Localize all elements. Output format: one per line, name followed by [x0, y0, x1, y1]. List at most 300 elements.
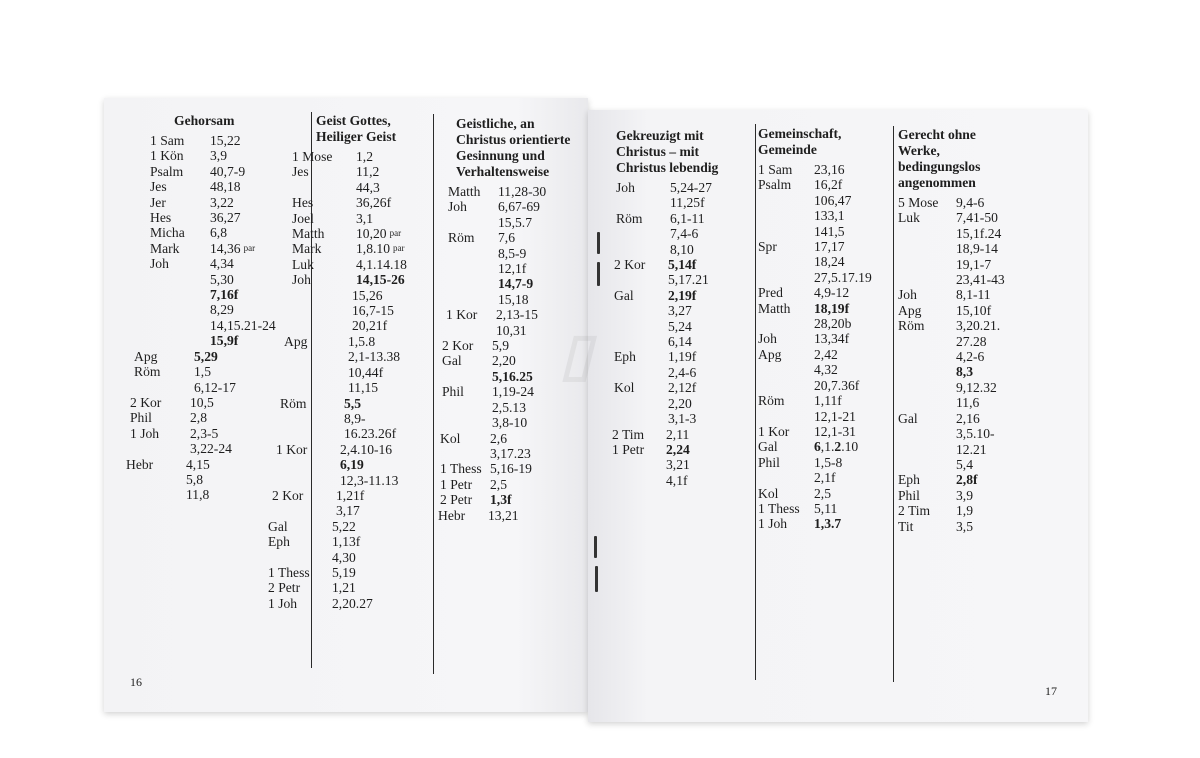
book-name: [898, 395, 956, 410]
book-name: Matth: [758, 300, 791, 316]
book-name: Micha: [150, 225, 185, 241]
verse-reference: 1,11f: [814, 393, 842, 409]
book-name: Joh: [616, 180, 635, 195]
verse-reference: 14,36: [210, 240, 241, 256]
verse-reference: 3,9: [956, 487, 973, 503]
verse-reference: 2,5.13: [492, 399, 526, 415]
reference-row: [130, 410, 276, 425]
column-rule-4: [893, 126, 894, 682]
verse-reference: 1,3.7: [814, 516, 842, 532]
book-name: Apg: [284, 333, 308, 349]
verse-reference: 23,16: [814, 162, 845, 177]
reference-row: [898, 519, 1005, 534]
book-name: Kol: [440, 430, 461, 446]
book-name: [898, 241, 956, 256]
book-name: [898, 442, 956, 457]
book-name: Pred: [758, 285, 783, 301]
parallel-marker: par: [392, 243, 405, 254]
verse-reference: 5,17.21: [668, 272, 709, 288]
verse-reference: 2,1f: [814, 470, 836, 486]
column-rule-2: [433, 114, 434, 674]
verse-reference: 1,13f: [332, 534, 361, 550]
verse-reference: 7,6: [498, 230, 515, 246]
verse-reference: 13,34f: [814, 331, 850, 347]
verse-reference: 3,9: [210, 148, 227, 164]
book-name: Röm: [616, 210, 643, 226]
verse-reference: 11,28-30: [498, 184, 547, 199]
reference-row: [612, 473, 718, 488]
heading-line: Heiliger Geist: [316, 129, 397, 144]
reference-row: [284, 334, 407, 349]
reference-row: [758, 516, 872, 531]
verse-reference: 36,26f: [356, 195, 392, 211]
book-name: [898, 426, 956, 441]
verse-reference: 6,14: [668, 334, 692, 350]
book-name: Joh: [898, 287, 917, 303]
book-name: 1 Kor: [276, 441, 308, 457]
book-name: 2 Kor: [614, 257, 646, 273]
book-name: 1 Joh: [130, 425, 160, 441]
reference-row: [898, 210, 1005, 225]
verse-reference: 1,5-8: [814, 454, 843, 470]
reference-row: [898, 257, 1005, 272]
column-heading: [616, 128, 718, 176]
verse-reference: 6,19: [340, 457, 364, 473]
reference-row: [448, 215, 570, 230]
reference-row: [614, 349, 718, 364]
reference-row: [292, 164, 407, 179]
heading-line: Gekreuzigt mit: [616, 128, 704, 143]
reference-row: [758, 455, 872, 470]
reference-row: [758, 224, 872, 239]
reference-row: [758, 162, 872, 177]
verse-reference: 1,19f: [668, 349, 697, 365]
book-name: Psalm: [150, 163, 184, 179]
verse-reference: 4,30: [332, 549, 356, 565]
book-name: Joh: [758, 331, 777, 347]
reference-row: [758, 362, 872, 377]
reference-row: [130, 426, 276, 441]
reference-row: [442, 400, 570, 415]
reference-row: [280, 411, 407, 426]
book-name: Eph: [614, 349, 636, 365]
reference-row: [448, 230, 570, 245]
verse-reference: 10,5: [190, 394, 214, 410]
verse-reference: 5,16-19: [490, 461, 532, 477]
reference-row: [150, 241, 276, 256]
verse-reference: 5,24: [668, 318, 692, 334]
book-name: [448, 292, 498, 307]
reference-row: [292, 226, 407, 241]
book-name: Gal: [442, 353, 462, 369]
column-heading: [456, 116, 570, 180]
verse-reference: 4,9-12: [814, 285, 850, 301]
reference-row: [150, 133, 276, 148]
reference-row: [150, 287, 276, 302]
book-name: [150, 318, 210, 333]
book-name: 1 Petr: [612, 441, 645, 457]
reference-row: [758, 486, 872, 501]
book-name: [126, 472, 186, 487]
verse-reference: 14,15-26: [356, 272, 405, 288]
verse-reference: 7,16f: [210, 287, 239, 303]
book-name: [758, 254, 814, 269]
book-name: [272, 503, 336, 518]
reference-row: [126, 457, 276, 472]
verse-reference: 3,22-24: [190, 441, 232, 457]
verse-reference: 16,7-15: [352, 303, 394, 319]
verse-reference: 15,1f.24: [956, 225, 1002, 241]
verse-reference: 14,7-9: [498, 276, 534, 292]
verse-reference: 20,7.36f: [814, 377, 860, 393]
verse-reference: 2,19f: [668, 287, 697, 303]
verse-reference: 10,20: [356, 226, 387, 242]
verse-reference: 15,10f: [956, 302, 992, 318]
verse-reference: 23,41-43: [956, 272, 1005, 288]
book-name: [898, 257, 956, 272]
book-name: [292, 180, 356, 195]
book-name: Jes: [150, 179, 167, 195]
column-geist-gottes: [268, 113, 407, 611]
verse-reference: 1,8.10: [356, 241, 390, 257]
book-name: Tit: [898, 518, 914, 534]
verse-reference: 3,27: [668, 303, 692, 319]
reference-row: [758, 316, 872, 331]
verse-reference: 27.28: [956, 333, 987, 349]
verse-reference: 2,12f: [668, 380, 697, 396]
verse-reference: 8,3: [956, 364, 973, 380]
book-name: [614, 334, 668, 349]
reference-row: [284, 365, 407, 380]
book-name: [898, 457, 956, 472]
reference-row: [268, 580, 407, 595]
book-name: Luk: [292, 256, 314, 272]
book-name: [442, 400, 492, 415]
book-name: [758, 362, 814, 377]
book-name: Mark: [292, 241, 322, 257]
verse-reference: 2,8: [190, 410, 207, 426]
book-name: Phil: [130, 410, 152, 426]
reference-row: [898, 395, 1005, 410]
book-name: Kol: [758, 485, 779, 501]
verse-reference: 2,1-13.38: [348, 349, 401, 365]
book-name: Röm: [758, 393, 785, 409]
book-name: [442, 369, 492, 384]
verse-reference: 15,5.7: [498, 214, 532, 230]
reference-row: [448, 261, 570, 276]
verse-reference: 5,19: [332, 564, 356, 580]
book-name: [616, 226, 670, 241]
verse-reference: 2,3-5: [190, 425, 219, 441]
verse-reference: 5,14f: [668, 257, 697, 273]
column-gehorsam: [126, 113, 276, 503]
verse-reference: 2,42: [814, 346, 838, 362]
verse-reference: 15,18: [498, 291, 529, 307]
column-gerecht-ohne-werke: [898, 127, 1005, 534]
book-name: 5 Mose: [898, 195, 939, 210]
verse-reference: 10,44f: [348, 364, 384, 380]
book-name: Röm: [448, 230, 475, 246]
book-name: [898, 272, 956, 287]
reference-row: [130, 441, 276, 456]
reference-row: [150, 148, 276, 163]
verse-reference: 2,11: [666, 426, 690, 442]
reference-row: [438, 508, 570, 523]
verse-reference: 12,1-21: [814, 408, 856, 424]
reference-row: [276, 457, 407, 472]
reference-row: [446, 307, 570, 322]
reference-row: [440, 446, 570, 461]
reference-row: [898, 272, 1005, 287]
verse-reference: 5,30: [210, 271, 234, 287]
verse-reference: 27,5.17.19: [814, 269, 872, 285]
verse-reference: 3,1-3: [668, 411, 697, 427]
book-name: Matth: [292, 226, 325, 242]
reference-row: [150, 225, 276, 240]
verse-reference: 12,3-11.13: [340, 472, 399, 488]
column-heading: [316, 113, 407, 145]
verse-reference: 36,27: [210, 210, 241, 226]
reference-row: [898, 442, 1005, 457]
reference-row: [150, 318, 276, 333]
heading-line: Geistliche, an: [456, 116, 535, 131]
verse-reference: 3,17: [336, 503, 360, 519]
reference-row: [292, 180, 407, 195]
reference-row: [898, 503, 1005, 518]
reference-row: [898, 287, 1005, 302]
reference-row: [758, 378, 872, 393]
book-name: [614, 319, 668, 334]
verse-reference: 5,5: [344, 395, 361, 411]
verse-reference: 3,22: [210, 194, 234, 210]
book-name: Röm: [898, 318, 925, 334]
book-name: Joh: [150, 256, 169, 272]
book-name: 2 Tim: [898, 503, 931, 519]
book-name: 1 Sam: [758, 162, 793, 177]
reference-row: [758, 208, 872, 223]
reference-row: [898, 303, 1005, 318]
verse-reference: 5,4: [956, 456, 973, 472]
verse-reference: 8,9-: [344, 410, 366, 426]
book-name: [442, 415, 492, 430]
verse-reference: 28,20b: [814, 316, 852, 332]
reference-row: [612, 427, 718, 442]
reference-row: [758, 331, 872, 346]
verse-reference: 5,8: [186, 471, 203, 487]
book-name: 1 Joh: [758, 516, 788, 532]
verse-reference: 5,29: [194, 348, 218, 364]
heading-line: angenommen: [898, 175, 976, 190]
reference-row: [758, 409, 872, 424]
reference-row: [612, 457, 718, 472]
verse-reference: 12,1f: [498, 261, 527, 277]
verse-reference: 1,21f: [336, 487, 365, 503]
verse-reference: 3,21: [666, 457, 690, 473]
reference-row: [292, 149, 407, 164]
verse-reference: 15,9f: [210, 333, 239, 349]
book-name: Apg: [134, 348, 158, 364]
verse-reference: 5,9: [492, 338, 509, 354]
book-name: Matth: [448, 184, 481, 199]
verse-reference: 18,19f: [814, 300, 850, 316]
book-name: [284, 365, 348, 380]
reference-row: [150, 333, 276, 348]
book-name: [284, 380, 348, 395]
verse-reference: 2,20.27: [332, 595, 373, 611]
reference-row: [898, 380, 1005, 395]
book-name: [280, 426, 344, 441]
reference-row: [284, 380, 407, 395]
column-gemeinschaft: [758, 126, 872, 532]
book-name: [280, 411, 344, 426]
book-name: [758, 316, 814, 331]
reference-row: [758, 424, 872, 439]
verse-reference: 18,24: [814, 254, 845, 270]
book-name: [614, 303, 668, 318]
reference-row: [758, 177, 872, 192]
reference-row: [898, 226, 1005, 241]
book-name: [898, 349, 956, 364]
book-name: Gal: [758, 439, 778, 455]
verse-reference: 9,4-6: [956, 195, 985, 210]
book-name: [758, 409, 814, 424]
verse-reference: 1,5.8: [348, 333, 376, 349]
verse-reference: 2,16: [956, 410, 980, 426]
reference-row: [280, 426, 407, 441]
reference-row: [614, 334, 718, 349]
book-name: [448, 215, 498, 230]
reference-row: [898, 241, 1005, 256]
reference-row: [134, 380, 276, 395]
book-name: Phil: [758, 454, 780, 470]
book-name: 1 Mose: [292, 149, 333, 164]
book-name: Hes: [150, 210, 172, 226]
column-heading: [174, 113, 276, 129]
verse-reference: 9,12.32: [956, 379, 997, 395]
heading-line: Gemeinde: [758, 142, 817, 157]
verse-reference: 40,7-9: [210, 163, 246, 179]
book-name: Röm: [280, 395, 307, 411]
verse-reference: 5,22: [332, 518, 356, 534]
book-name: [758, 208, 814, 223]
reference-row: [616, 180, 718, 195]
reference-row: [616, 242, 718, 257]
verse-reference: 8,1-11: [956, 287, 991, 303]
book-name: [612, 473, 666, 488]
page-number-right: 17: [1045, 684, 1057, 698]
verse-reference: 7,41-50: [956, 210, 998, 226]
reference-row: [614, 319, 718, 334]
book-name: 2 Kor: [130, 394, 162, 410]
verse-reference: 1,2: [356, 149, 373, 164]
column-heading: [758, 126, 872, 158]
book-name: Gal: [268, 518, 288, 534]
watermark-logo: ▯: [560, 322, 592, 387]
heading-line: Christus orientierte: [456, 132, 571, 147]
verse-reference: 7,4-6: [670, 226, 699, 242]
book-name: 1 Petr: [440, 476, 473, 492]
reference-row: [292, 195, 407, 210]
book-name: Spr: [758, 239, 777, 255]
book-name: [448, 276, 498, 291]
reference-row: [616, 226, 718, 241]
reference-row: [126, 472, 276, 487]
verse-reference: 8,5-9: [498, 245, 527, 261]
book-name: Hebr: [126, 456, 154, 472]
book-name: [898, 380, 956, 395]
book-name: 1 Thess: [440, 461, 482, 477]
heading-line: Gerecht ohne: [898, 127, 976, 142]
reference-row: [292, 272, 407, 287]
reference-row: [758, 347, 872, 362]
reference-row: [448, 292, 570, 307]
column-heading: [898, 127, 1005, 191]
book-name: 2 Petr: [440, 492, 473, 508]
verse-reference: 8,29: [210, 302, 234, 318]
book-name: [616, 195, 670, 210]
reference-row: [614, 272, 718, 287]
reference-row: [268, 565, 407, 580]
book-name: Jes: [292, 164, 309, 180]
reference-row: [448, 184, 570, 199]
verse-reference: 2,20: [492, 353, 516, 369]
column-rule-3: [755, 124, 756, 680]
reference-row: [758, 270, 872, 285]
staple-bottom: [594, 536, 597, 558]
verse-reference: 16,2f: [814, 177, 843, 193]
book-name: [898, 364, 956, 379]
book-name: [614, 411, 668, 426]
book-name: [130, 441, 190, 456]
reference-row: [440, 492, 570, 507]
verse-reference: 12,1-31: [814, 423, 856, 439]
verse-reference: 3,5: [956, 518, 973, 534]
book-name: [898, 334, 956, 349]
book-name: [614, 272, 668, 287]
verse-reference: 2,6: [490, 430, 507, 446]
book-name: [446, 323, 496, 338]
heading-line: bedingungslos: [898, 159, 981, 174]
book-name: [616, 242, 670, 257]
verse-reference: 3,8-10: [492, 415, 528, 431]
verse-reference: 3,20.21.: [956, 318, 1001, 334]
book-name: [288, 303, 352, 318]
book-name: Apg: [898, 302, 922, 318]
column-gekreuzigt: [612, 128, 719, 488]
verse-reference: 18,9-14: [956, 241, 998, 257]
book-name: 2 Kor: [272, 487, 304, 503]
reference-row: [614, 396, 718, 411]
verse-reference: 1,19-24: [492, 384, 534, 400]
reference-row: [442, 338, 570, 353]
book-name: [284, 349, 348, 364]
verse-reference: 6,67-69: [498, 199, 540, 215]
book-name: [288, 318, 352, 333]
reference-row: [268, 534, 407, 549]
book-name: 1 Kor: [758, 423, 790, 439]
book-name: [614, 396, 668, 411]
book-name: Kol: [614, 380, 635, 396]
verse-reference: 11,8: [186, 487, 210, 503]
book-name: Hebr: [438, 507, 466, 523]
reference-row: [442, 415, 570, 430]
reference-row: [150, 210, 276, 225]
book-name: 1 Thess: [268, 564, 310, 580]
reference-row: [448, 246, 570, 261]
book-name: 1 Kön: [150, 148, 184, 164]
reference-row: [758, 393, 872, 408]
book-name: Mark: [150, 240, 180, 256]
